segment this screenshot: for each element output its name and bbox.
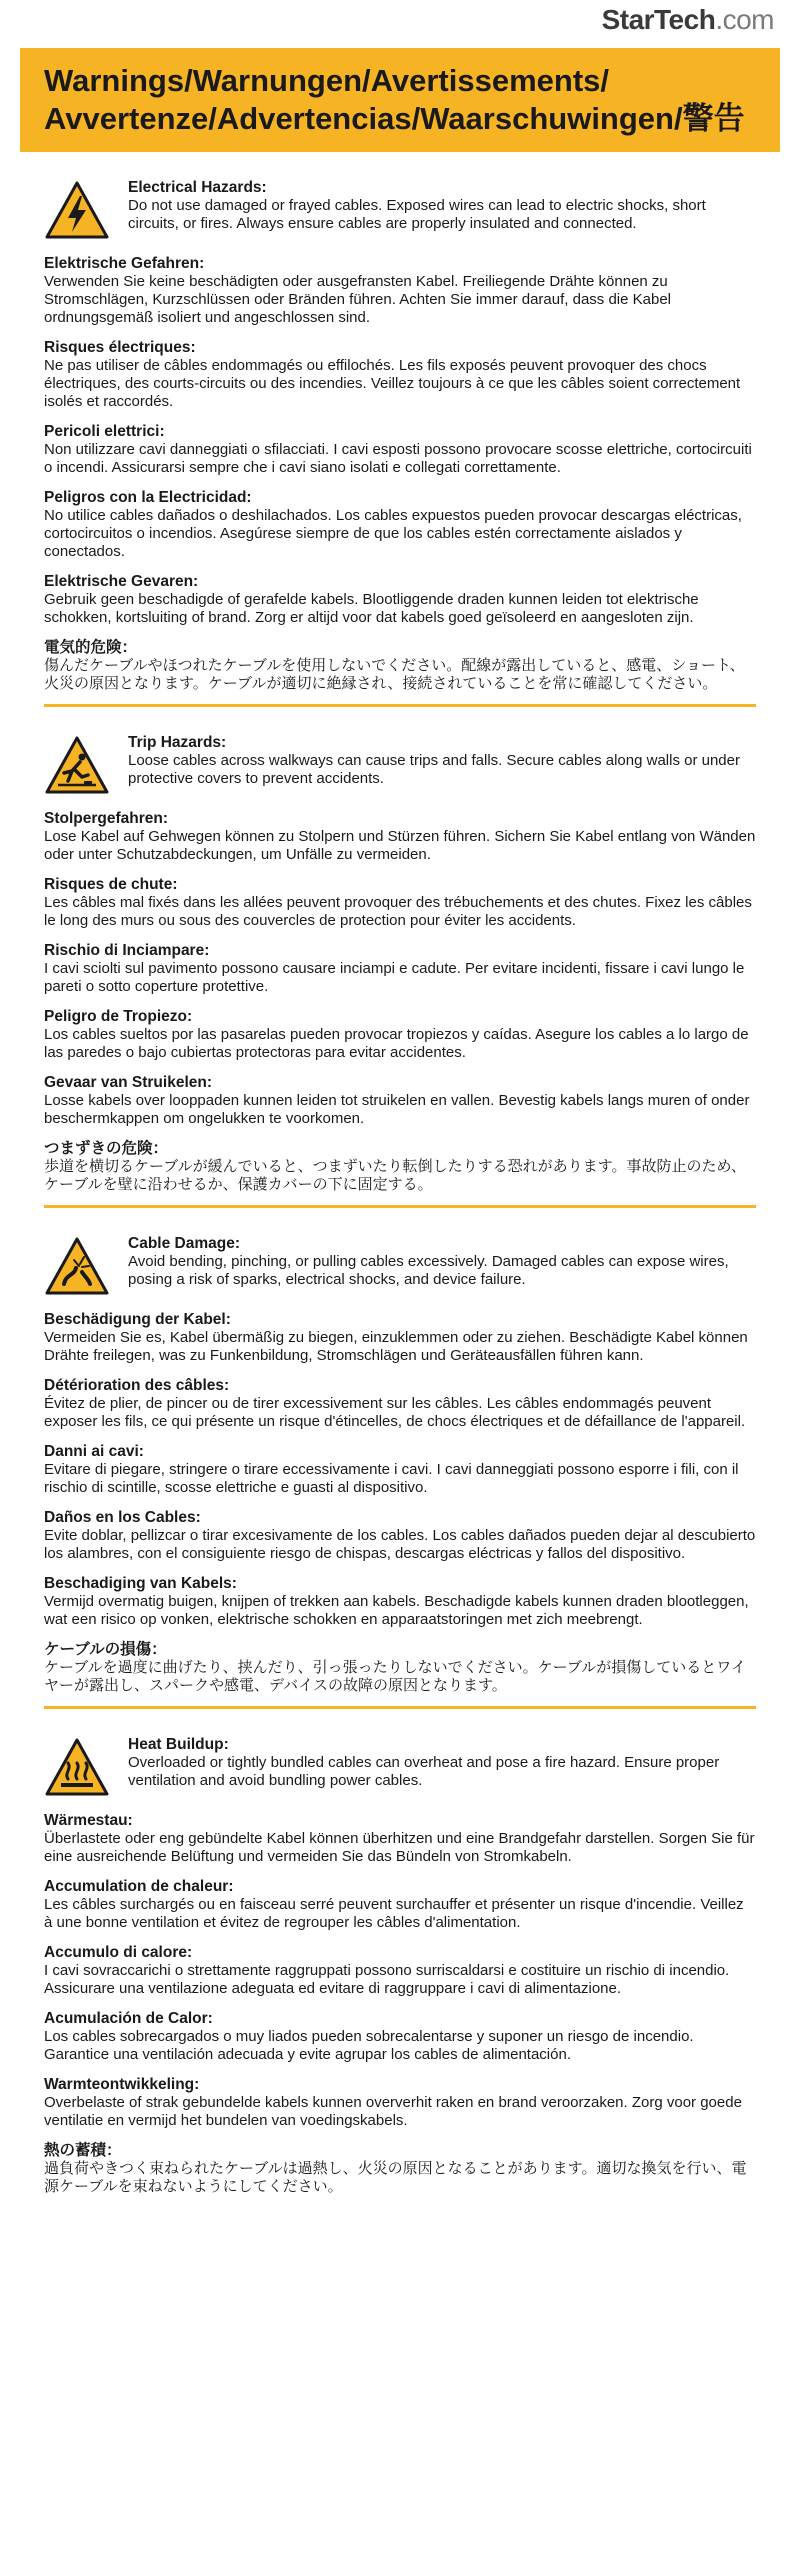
- entry-es: [44, 2009, 756, 2064]
- entry-title: Gevaar van Struikelen:: [44, 1074, 212, 1091]
- entry-title: Risques de chute:: [44, 876, 178, 893]
- entry-title: Rischio di Inciampare:: [44, 942, 210, 959]
- entry-title: Beschadiging van Kabels:: [44, 1575, 237, 1592]
- entry-title: Accumulation de chaleur:: [44, 1878, 234, 1895]
- entry-text: Evitare di piegare, stringere o tirare eccessivamente i cavi. I cavi danneggiati possono esporre i fili, con il rischio di scintille, scosse elettriche e guasti al dispositivo.: [44, 1461, 739, 1496]
- warnings-banner: [20, 48, 780, 152]
- section-text: Do not use damaged or frayed cables. Exposed wires can lead to electric shocks, short circuits, or fires. Always ensure cables are properly insulated and connected.: [128, 197, 706, 232]
- entry-text: Los cables sueltos por las pasarelas pueden provocar tropiezos y caídas. Asegure los cables a lo largo de las paredes o bajo cubiertas protectoras para evitar accidentes.: [44, 1026, 749, 1061]
- electrical-hazard-icon: [44, 180, 110, 240]
- section-cable-damage: [44, 1234, 756, 1695]
- section-header: [44, 733, 756, 799]
- entry-es: [44, 1508, 756, 1563]
- entry-title: Elektrische Gefahren:: [44, 255, 205, 272]
- entry-text: Évitez de plier, de pincer ou de tirer excessivement sur les câbles. Les câbles endommagés peuvent exposer les fils, ce qui présente un risque d'étincelles, de chocs électriques et de défaillance de l'appareil.: [44, 1395, 746, 1430]
- entry-title: ケーブルの損傷：: [44, 1641, 167, 1658]
- entry-title: Stolpergefahren:: [44, 810, 169, 827]
- entry-ja: [44, 638, 756, 693]
- section-trip-hazards: [44, 733, 756, 1194]
- entry-title: 熱の蓄積：: [44, 2142, 122, 2159]
- section-title: Cable Damage:: [128, 1235, 240, 1252]
- entry-text: No utilice cables dañados o deshilachados. Los cables expuestos pueden provocar descargas eléctricas, cortocircuitos o incendios. Asegúrese siempre de que los cables estén correctamente aislados y conectados.: [44, 507, 742, 560]
- banner-title-line1: Warnings/Warnungen/Avertissements/: [44, 63, 609, 98]
- entry-es: [44, 488, 756, 561]
- entry-fr: [44, 1376, 756, 1431]
- entry-de: [44, 809, 756, 864]
- entry-title: Wärmestau:: [44, 1812, 133, 1829]
- entry-it: [44, 1943, 756, 1998]
- section-text: Avoid bending, pinching, or pulling cables excessively. Damaged cables can expose wires, posing a risk of sparks, electrical shocks, and device failure.: [128, 1253, 729, 1288]
- heat-buildup-icon: [44, 1737, 110, 1797]
- entry-nl: [44, 572, 756, 627]
- entry-text: Verwenden Sie keine beschädigten oder ausgefransten Kabel. Freiliegende Drähte können zu Stromschlägen, Kurzschlüssen oder Bränden führen. Achten Sie immer darauf, dass die Kabel ordnungsgemäß isoliert und angeschlossen sind.: [44, 273, 672, 326]
- entry-text: I cavi sovraccarichi o strettamente raggruppati possono surriscaldarsi e costituire un rischio di incendio. Assicurare una ventilazione adeguata ed evitare di raggruppare i cavi di alimentazione.: [44, 1962, 730, 1997]
- entry-ja: [44, 1139, 756, 1194]
- entry-title: Beschädigung der Kabel:: [44, 1311, 231, 1328]
- entry-text: Losse kabels over looppaden kunnen leiden tot struikelen en vallen. Bevestig kabels langs muren of onder beschermkappen om ongelukken te voorkomen.: [44, 1092, 750, 1127]
- entry-ja: [44, 2141, 756, 2196]
- section-header: [44, 1234, 756, 1300]
- section-divider: [44, 704, 756, 707]
- entry-title: Warmteontwikkeling:: [44, 2076, 200, 2093]
- entry-text: Overbelaste of strak gebundelde kabels kunnen oververhit raken en brand veroorzaken. Zorg voor goede ventilatie en vermijd het bundelen van voedingskabels.: [44, 2094, 742, 2129]
- entry-text: Überlastete oder eng gebündelte Kabel können überhitzen und eine Brandgefahr darstellen. Sorgen Sie für eine ausreichende Belüftung und vermeiden Sie das Bündeln von Stromkabeln.: [44, 1830, 755, 1865]
- section-text: Loose cables across walkways can cause trips and falls. Secure cables along walls or under protective covers to prevent accidents.: [128, 752, 740, 787]
- entry-title: Pericoli elettrici:: [44, 423, 165, 440]
- entry-text: Les câbles surchargés ou en faisceau serré peuvent surchauffer et présenter un risque d'incendie. Veillez à une bonne ventilation et évitez de regrouper les câbles d'alimentation.: [44, 1896, 744, 1931]
- entry-text: Evite doblar, pellizcar o tirar excesivamente de los cables. Los cables dañados pueden dejar al descubierto los alambres, con el consiguiente riesgo de chispas, descargas eléctricas y fallos del dispositivo.: [44, 1527, 756, 1562]
- entry-it: [44, 941, 756, 996]
- entry-nl: [44, 2075, 756, 2130]
- entry-text: Vermeiden Sie es, Kabel übermäßig zu biegen, einzuklemmen oder zu ziehen. Beschädigte Kabel können Drähte freilegen, was zu Funkenbildung, Stromschlägen und Geräteausfällen führen kann.: [44, 1329, 748, 1364]
- entry-title: Daños en los Cables:: [44, 1509, 201, 1526]
- cable-damage-icon: [44, 1236, 110, 1296]
- section-title: Electrical Hazards:: [128, 179, 267, 196]
- entry-title: 電気的危険：: [44, 639, 138, 656]
- entry-text: ケーブルを過度に曲げたり、挟んだり、引っ張ったりしないでください。ケーブルが損傷しているとワイヤーが露出し、スパークや感電、デバイスの故障の原因となります。: [44, 1659, 746, 1694]
- banner-title-line2: Avvertenze/Advertencias/Waarschuwingen/警告: [44, 101, 745, 136]
- section-header: [44, 1735, 756, 1801]
- entry-text: Vermijd overmatig buigen, knijpen of trekken aan kabels. Beschadigde kabels kunnen draden blootleggen, wat een risico op vonken, elektrische schokken en apparaatstoringen met zich meebrengt.: [44, 1593, 749, 1628]
- section-text: Overloaded or tightly bundled cables can overheat and pose a fire hazard. Ensure proper ventilation and avoid bundling power cables.: [128, 1754, 720, 1789]
- entry-title: Peligro de Tropiezo:: [44, 1008, 193, 1025]
- entry-title: Détérioration des câbles:: [44, 1377, 230, 1394]
- entry-fr: [44, 875, 756, 930]
- entry-text: Los cables sobrecargados o muy liados pueden sobrecalentarse y suponer un riesgo de incendio. Garantice una ventilación adecuada y evite agrupar los cables de alimentación.: [44, 2028, 694, 2063]
- entry-it: [44, 1442, 756, 1497]
- entry-de: [44, 254, 756, 327]
- entry-text: 傷んだケーブルやほつれたケーブルを使用しないでください。配線が露出していると、感電、ショート、火災の原因となります。ケーブルが適切に絶縁され、接続されていることを常に確認してください。: [44, 657, 745, 692]
- section-divider: [44, 1205, 756, 1208]
- section-heat-buildup: [44, 1735, 756, 2196]
- entry-nl: [44, 1574, 756, 1629]
- entry-text: Lose Kabel auf Gehwegen können zu Stolpern und Stürzen führen. Sichern Sie Kabel entlang von Wänden oder unter Schutzabdeckungen, um Unfälle zu vermeiden.: [44, 828, 756, 863]
- entry-text: 過負荷やきつく束ねられたケーブルは過熱し、火災の原因となることがあります。適切な換気を行い、電源ケーブルを束ねないようにしてください。: [44, 2160, 747, 2195]
- banner-title: [44, 62, 756, 138]
- entry-fr: [44, 338, 756, 411]
- entry-text: 歩道を横切るケーブルが緩んでいると、つまずいたり転倒したりする恐れがあります。事故防止のため、ケーブルを壁に沿わせるか、保護カバーの下に固定する。: [44, 1158, 746, 1193]
- section-electrical-hazards: [44, 178, 756, 693]
- warnings-content: [0, 152, 800, 2196]
- startech-logo: StarTech.com: [601, 4, 774, 35]
- entry-text: Non utilizzare cavi danneggiati o sfilacciati. I cavi esposti possono provocare scosse elettriche, cortocircuiti o incendi. Assicurarsi sempre che i cavi siano isolati e collegati correttamente.: [44, 441, 752, 476]
- entry-title: Danni ai cavi:: [44, 1443, 144, 1460]
- entry-title: Acumulación de Calor:: [44, 2010, 213, 2027]
- entry-de: [44, 1811, 756, 1866]
- top-bar: [0, 0, 800, 48]
- entry-title: Peligros con la Electricidad:: [44, 489, 252, 506]
- entry-es: [44, 1007, 756, 1062]
- entry-title: Elektrische Gevaren:: [44, 573, 199, 590]
- section-divider: [44, 1706, 756, 1709]
- section-title: Heat Buildup:: [128, 1736, 229, 1753]
- entry-text: Ne pas utiliser de câbles endommagés ou effilochés. Les fils exposés peuvent provoquer des chocs électriques, des courts-circuits ou des incendies. Veillez toujours à ce que les câbles soient correctement isolés et raccordés.: [44, 357, 741, 410]
- entry-ja: [44, 1640, 756, 1695]
- entry-it: [44, 422, 756, 477]
- entry-text: Gebruik geen beschadigde of gerafelde kabels. Blootliggende draden kunnen leiden tot elektrische schokken, kortsluiting of brand. Zorg er altijd voor dat kabels goed geïsoleerd en aangesloten zijn.: [44, 591, 699, 626]
- trip-hazard-icon: [44, 735, 110, 795]
- entry-de: [44, 1310, 756, 1365]
- entry-title: Risques électriques:: [44, 339, 196, 356]
- entry-title: つまずきの危険：: [44, 1140, 169, 1157]
- section-header: [44, 178, 756, 244]
- entry-title: Accumulo di calore:: [44, 1944, 193, 1961]
- entry-text: Les câbles mal fixés dans les allées peuvent provoquer des trébuchements et des chutes. Fixez les câbles le long des murs ou sous des couvercles de protection pour éviter les accidents.: [44, 894, 752, 929]
- section-title: Trip Hazards:: [128, 734, 227, 751]
- entry-fr: [44, 1877, 756, 1932]
- entry-text: I cavi sciolti sul pavimento possono causare inciampi e cadute. Per evitare incidenti, fissare i cavi lungo le pareti o sotto coperture protettive.: [44, 960, 745, 995]
- entry-nl: [44, 1073, 756, 1128]
